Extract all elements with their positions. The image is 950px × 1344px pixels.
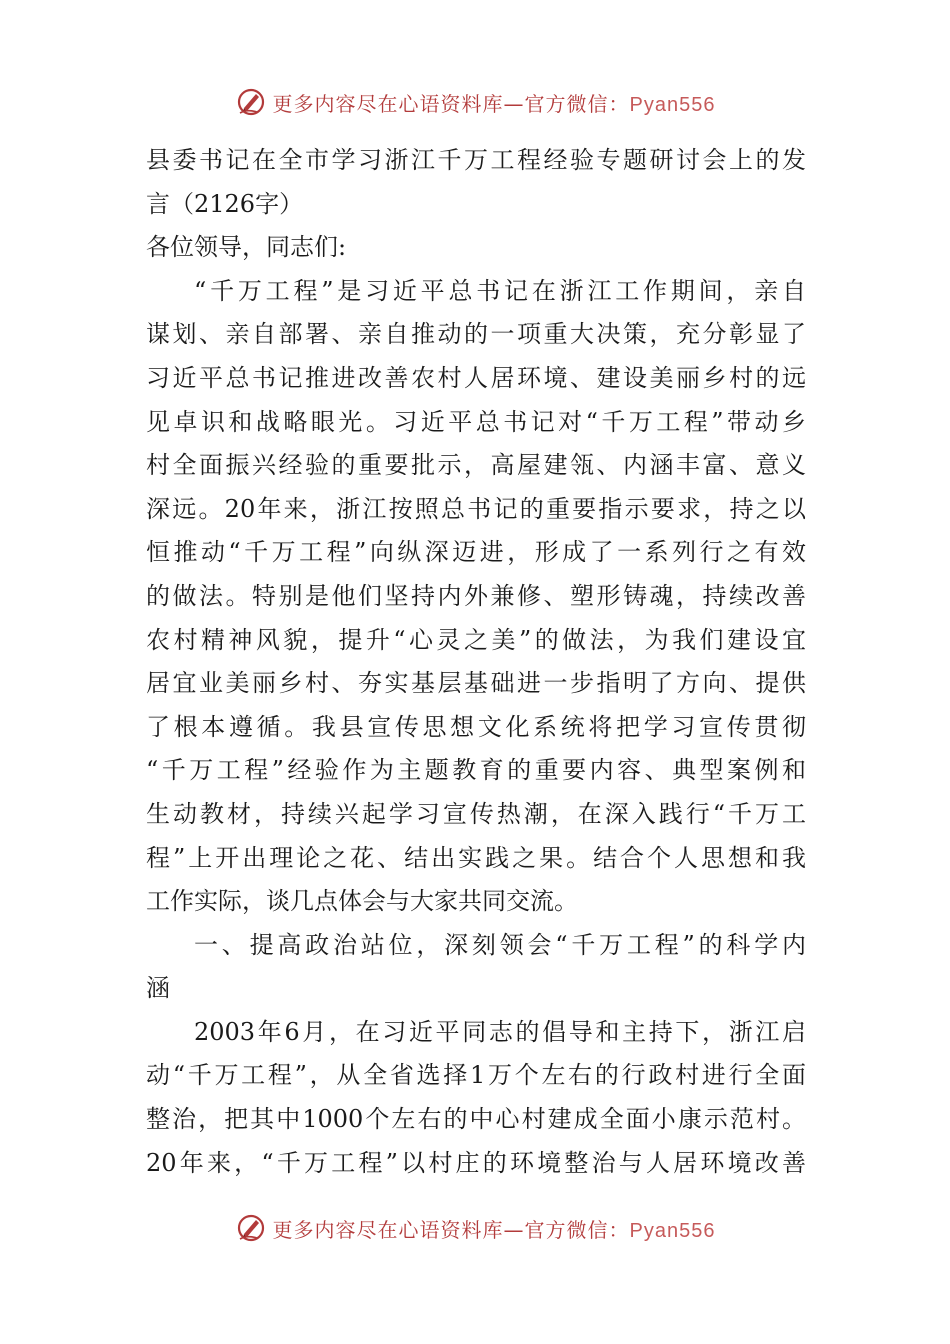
- text-line: 谋划、亲自部署、亲自推动的一项重大决策，充分彰显了: [146, 320, 806, 349]
- footer-banner: [0, 1208, 950, 1248]
- banner-wechat-label: 官方微信：: [524, 1217, 630, 1242]
- header-banner: [0, 82, 950, 122]
- banner-text: [273, 88, 716, 117]
- text-line: 县委书记在全市学习浙江千万工程经验专题研讨会上的发: [146, 146, 806, 174]
- text-line: 20年来，“千万工程”以村庄的环境整治与人居环境改善: [146, 1148, 806, 1177]
- banner-wechat-id: Pyan556: [629, 93, 716, 116]
- banner-title: 更多内容尽在心语资料库: [272, 91, 504, 116]
- text-line: 一、提高政治站位，深刻领会“千万工程”的科学内: [194, 930, 806, 959]
- text-line: 整治，把其中1000个左右的中心村建成全面小康示范村。: [146, 1105, 806, 1134]
- text-line: 涵: [146, 974, 170, 1003]
- banner-wechat-id: Pyan556: [629, 1219, 716, 1242]
- banner-separator: —: [503, 91, 525, 116]
- banner-separator: —: [503, 1217, 525, 1242]
- text-line: 2003年6月，在习近平同志的倡导和主持下，浙江启: [194, 1017, 806, 1046]
- pen-logo-icon: [235, 1212, 267, 1244]
- text-line: 各位领导，同志们:: [146, 233, 347, 262]
- text-line: 程”上开出理论之花、结出实践之果。结合个人思想和我: [146, 843, 806, 872]
- text-line: 言（2126字）: [146, 189, 304, 218]
- text-line: 生动教材，持续兴起学习宣传热潮，在深入践行“千万工: [146, 799, 806, 828]
- document-body: [146, 139, 806, 1185]
- text-line: 农村精神风貌，提升“心灵之美”的做法，为我们建设宜: [146, 625, 806, 654]
- pen-logo-icon: [235, 86, 267, 118]
- text-line: 的做法。特别是他们坚持内外兼修、塑形铸魂，持续改善: [146, 581, 806, 610]
- text-line: 工作实际，谈几点体会与大家共同交流。: [146, 887, 578, 916]
- banner-title: 更多内容尽在心语资料库: [272, 1217, 504, 1242]
- text-line: 了根本遵循。我县宣传思想文化系统将把学习宣传贯彻: [146, 712, 806, 741]
- text-line: 动“千万工程”，从全省选择1万个左右的行政村进行全面: [146, 1061, 806, 1090]
- text-line: 恒推动“千万工程”向纵深迈进，形成了一系列行之有效: [146, 538, 806, 567]
- banner-text: [273, 1214, 716, 1243]
- text-line: “千万工程”经验作为主题教育的重要内容、典型案例和: [146, 756, 806, 785]
- banner-wechat-label: 官方微信：: [524, 91, 630, 116]
- text-line: “千万工程”是习近平总书记在浙江工作期间，亲自: [194, 276, 806, 305]
- text-line: 深远。20年来，浙江按照总书记的重要指示要求，持之以: [146, 494, 806, 523]
- text-line: 村全面振兴经验的重要批示，高屋建瓴、内涵丰富、意义: [146, 451, 806, 480]
- text-line: 居宜业美丽乡村、夯实基层基础进一步指明了方向、提供: [146, 669, 806, 698]
- text-line: 习近平总书记推进改善农村人居环境、建设美丽乡村的远: [146, 363, 806, 392]
- text-line: 见卓识和战略眼光。习近平总书记对“千万工程”带动乡: [146, 407, 806, 436]
